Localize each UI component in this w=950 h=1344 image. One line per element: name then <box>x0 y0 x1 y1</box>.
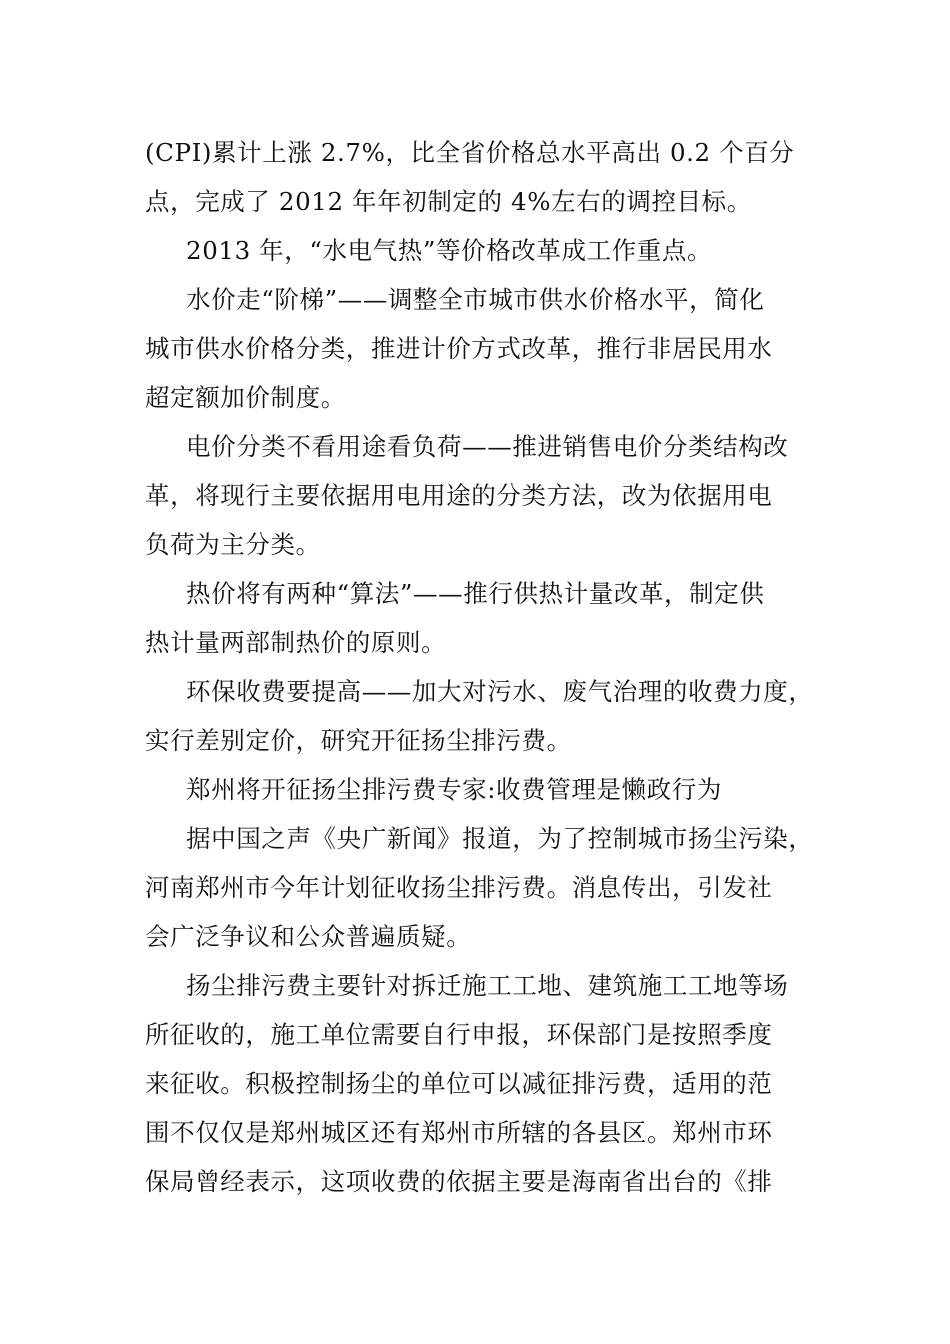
text-line: 围不仅仅是郑州城区还有郑州市所辖的各县区。郑州市环 <box>145 1118 773 1147</box>
text-line: 水价走“阶梯”——调整全市城市供水价格水平，简化 <box>186 285 765 314</box>
text-line: 来征收。积极控制扬尘的单位可以减征排污费，适用的范 <box>145 1069 773 1098</box>
text-line: 电价分类不看用途看负荷——推进销售电价分类结构改 <box>186 432 789 461</box>
text-line: 热计量两部制热价的原则。 <box>145 628 447 657</box>
text-line: 会广泛争议和公众普遍质疑。 <box>145 922 472 951</box>
text-line: 河南郑州市今年计划征收扬尘排污费。消息传出，引发社 <box>145 873 773 902</box>
document-body <box>145 128 835 1206</box>
text-line: 郑州将开征扬尘排污费专家:收费管理是懒政行为 <box>186 775 722 804</box>
text-line: 所征收的，施工单位需要自行申报，环保部门是按照季度 <box>145 1020 773 1049</box>
text-line: 城市供水价格分类，推进计价方式改革，推行非居民用水 <box>145 334 773 363</box>
text-line: 扬尘排污费主要针对拆迁施工工地、建筑施工工地等场 <box>186 971 789 1000</box>
text-line: 超定额加价制度。 <box>145 383 346 412</box>
text-line: 保局曾经表示，这项收费的依据主要是海南省出台的《排 <box>145 1167 773 1196</box>
text-line: 实行差别定价，研究开征扬尘排污费。 <box>145 726 572 755</box>
text-line: 负荷为主分类。 <box>145 530 321 559</box>
text-line: 点，完成了 2012 年年初制定的 4%左右的调控目标。 <box>145 187 752 216</box>
text-line: 革，将现行主要依据用电用途的分类方法，改为依据用电 <box>145 481 773 510</box>
text-line: 热价将有两种“算法”——推行供热计量改革，制定供 <box>186 579 765 608</box>
text-line: 环保收费要提高——加大对污水、废气治理的收费力度， <box>186 677 814 706</box>
text-line: (CPI)累计上涨 2.7%，比全省价格总水平高出 0.2 个百分 <box>145 138 795 167</box>
text-line: 据中国之声《央广新闻》报道，为了控制城市扬尘污染， <box>186 824 814 853</box>
text-line: 2013 年，“水电气热”等价格改革成工作重点。 <box>186 236 713 265</box>
